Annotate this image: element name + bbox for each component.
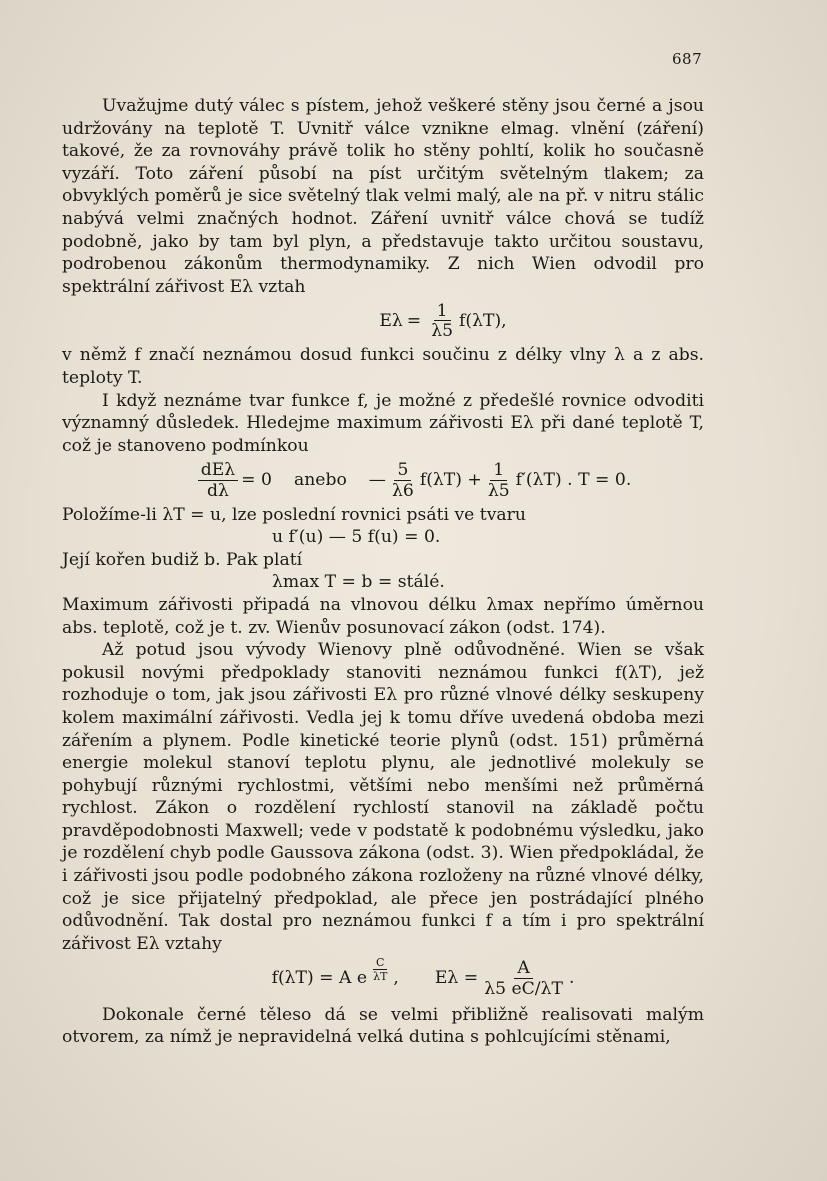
- eq5-lhs: f(λT) = A e: [271, 968, 368, 989]
- eq2-fraction-2: [485, 461, 513, 499]
- eq1-numerator: 1: [434, 302, 451, 321]
- equation-displacement: λmax T = b = stálé.: [272, 572, 445, 593]
- paragraph-black-body: Dokonale černé těleso dá se velmi přibližně realisovati malým otvorem, za nímž je nepravidelná velká dutina s pohlcujícími stěnami,: [62, 1004, 704, 1048]
- paragraph-substitution: Položíme-li λT = u, lze poslední rovnici psáti ve tvaru: [62, 504, 526, 525]
- eq2-term2: f′(λT) . T = 0.: [515, 470, 632, 491]
- paragraph-maximum: I když neznáme tvar funkce f, je možné z předešlé rovnice odvoditi významný důsledek. Hledejme maximum zářivosti Eλ při dané teplotě T, což je stanoveno podmínkou: [62, 390, 704, 456]
- equation-u: u f′(u) — 5 f(u) = 0.: [272, 527, 441, 548]
- eq2-f2-denominator: λ5: [487, 480, 510, 501]
- eq2-fraction-1: [389, 461, 417, 499]
- eq1-denominator: λ5: [431, 321, 454, 342]
- paragraph-function-f: v němž f značí neznámou dosud funkci součinu z délky vlny λ a z abs. teploty T.: [62, 345, 704, 389]
- eq2-f2-numerator: 1: [490, 461, 507, 480]
- eq2-term1: f(λT) +: [419, 470, 482, 491]
- page-body: [62, 95, 704, 1049]
- eq1-equals: =: [406, 311, 422, 332]
- eq5-exp-numerator: C: [373, 957, 387, 970]
- paragraph-displacement-law: Maximum zářivosti připadá na vlnovou délku λmax nepřímo úměrnou abs. teplotě, což je t. zv. Wienův posunovací zákon (odst. 174).: [62, 594, 704, 638]
- paragraph-intro: Uvažujme dutý válec s pístem, jehož veškeré stěny jsou černé a jsou udržovány na teplotě T. Uvnitř válce vznikne elmag. vlnění (záření) takové, že za rovnováhy právě tolik ho stěny pohltí, kolik ho současně vyzáří. Toto záření působí na píst určitým světelným tlakem; za obvyklých poměrů je sice světelný tlak velmi malý, ale na př. v nitru stálic nabývá velmi značných hodnot. Záření uvnitř válce chová se tudíž podobně, jako by tam byl plyn, a představuje takto určitou soustavu, podrobenou zákonům thermodynamiky. Z nich Wien odvodil pro spektrální zářivost Eλ vztah: [62, 96, 704, 297]
- eq5-exp-denominator: λT: [373, 969, 388, 983]
- eq2-minus: —: [368, 470, 386, 491]
- eq1-fraction: [428, 302, 456, 340]
- eq5-lhs2: Eλ =: [434, 968, 479, 989]
- eq2-numerator: dEλ: [198, 461, 238, 480]
- eq5-fraction: [481, 959, 566, 997]
- page-number: 687: [672, 50, 703, 68]
- eq5-end: .: [568, 968, 575, 989]
- paragraph-root: Její kořen budiž b. Pak platí: [62, 549, 303, 570]
- eq5-exponent: [370, 957, 390, 982]
- eq2-or: anebo: [293, 470, 347, 491]
- eq5-numerator: A: [514, 959, 532, 978]
- eq2-f1-numerator: 5: [394, 461, 411, 480]
- paragraph-wien-derivation: Až potud jsou vývody Wienovy plně odůvodněné. Wien se však pokusil novými předpoklady stanoviti neznámou funkci f(λT), jež rozhoduje o tom, jak jsou zářivosti Eλ pro různé vlnové délky seskupeny kolem maximální zářivosti. Vedla jej k tomu dříve uvedená obdoba mezi zářením a plynem. Podle kinetické teorie plynů (odst. 151) průměrná energie molekul stanoví teplotu plynu, ale jednotlivé molekuly se pohybují různými rychlostmi, většími nebo menšími než průměrná rychlost. Zákon o rozdělení rychlostí stanovil na základě počtu pravděpodobnosti Maxwell; vede v podstatě k podobnému výsledku, jako je rozdělení chyb podle Gaussova zákona (odst. 3). Wien předpokládal, že i zářivosti jsou podle podobného zákona rozloženy na různé vlnové délky, což je sice přijatelný předpoklad, ale přece jen postrádající plného odůvodnění. Tak dostal pro neznámou funkci f a tím i pro spektrální zářivost Eλ vztahy: [62, 640, 704, 954]
- eq5-comma: ,: [393, 968, 399, 989]
- eq1-lhs: Eλ: [379, 311, 403, 332]
- equation-wien-distribution: [142, 955, 704, 999]
- eq2-derivative: [198, 461, 238, 499]
- eq2-zero: = 0: [241, 470, 272, 491]
- eq1-rhs: f(λT),: [459, 311, 507, 332]
- equation-condition: [122, 461, 704, 499]
- equation-wien-law: [182, 302, 704, 340]
- eq2-f1-denominator: λ6: [391, 480, 414, 501]
- eq5-denominator: λ5 eC/λT: [484, 978, 563, 999]
- eq2-denominator: dλ: [206, 480, 229, 501]
